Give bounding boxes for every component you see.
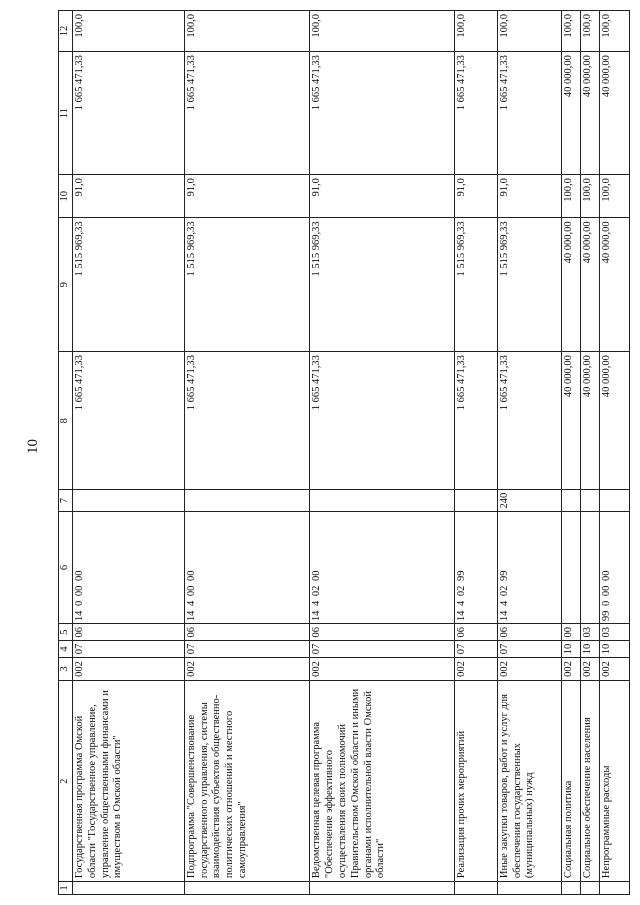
cell-amount-plan: 40 000,00 [561, 352, 580, 490]
col-header: 7 [59, 490, 73, 512]
cell-name: Непрограммные расходы [600, 681, 630, 882]
cell-target-article: 14 4 00 00 [184, 511, 310, 623]
cell-amount-actual: 1 515 969,33 [497, 218, 561, 352]
cell-amount-total: 40 000,00 [600, 52, 630, 175]
cell-subsection: 06 [73, 624, 185, 641]
table-row [310, 11, 455, 895]
cell-target-article: 14 4 02 00 [310, 511, 455, 623]
cell-amount-plan: 1 665 471,33 [455, 352, 498, 490]
cell-amount-total: 1 665 471,33 [73, 52, 185, 175]
cell-percent-total: 100,0 [455, 11, 498, 52]
cell-percent-actual: 91,0 [184, 175, 310, 218]
cell-section: 10 [580, 641, 599, 657]
cell-expense-type [455, 490, 498, 512]
cell-expense-type [580, 490, 599, 512]
cell-amount-total: 1 665 471,33 [497, 52, 561, 175]
cell-index [497, 882, 561, 895]
cell-ministry: 002 [497, 657, 561, 681]
col-header: 4 [59, 641, 73, 657]
table-row [497, 11, 561, 895]
cell-section: 10 [561, 641, 580, 657]
cell-expense-type [561, 490, 580, 512]
cell-amount-actual: 1 515 969,33 [310, 218, 455, 352]
cell-target-article: 14 4 02 99 [497, 511, 561, 623]
cell-subsection: 06 [455, 624, 498, 641]
page-number: 10 [25, 439, 41, 454]
cell-subsection: 06 [497, 624, 561, 641]
cell-amount-plan: 1 665 471,33 [310, 352, 455, 490]
col-header: 5 [59, 624, 73, 641]
cell-index [580, 882, 599, 895]
cell-index [455, 882, 498, 895]
cell-expense-type [184, 490, 310, 512]
cell-amount-plan: 40 000,00 [580, 352, 599, 490]
cell-name: Социальное обеспечение населения [580, 681, 599, 882]
cell-name: Ведомственная целевая программа "Обеспечение эффективного осуществления своих полномочий Правительством Омской области и иными органами исполнительной власти Омской области" [310, 681, 455, 882]
cell-subsection: 03 [580, 624, 599, 641]
cell-ministry: 002 [184, 657, 310, 681]
cell-name: Реализация прочих мероприятий [455, 681, 498, 882]
table-row [455, 11, 498, 895]
cell-percent-total: 100,0 [497, 11, 561, 52]
col-header: 10 [59, 175, 73, 218]
cell-amount-actual: 40 000,00 [580, 218, 599, 352]
cell-amount-actual: 1 515 969,33 [184, 218, 310, 352]
cell-target-article: 99 0 00 00 [600, 511, 630, 623]
cell-index [310, 882, 455, 895]
cell-target-article [561, 511, 580, 623]
cell-name: Подпрограмма "Совершенствование государственного управления, системы взаимодействия субъектов общественно-политических отношений и местного самоуправления" [184, 681, 310, 882]
col-header: 2 [59, 681, 73, 882]
cell-percent-actual: 91,0 [455, 175, 498, 218]
cell-amount-actual: 40 000,00 [600, 218, 630, 352]
cell-percent-actual: 100,0 [561, 175, 580, 218]
cell-percent-total: 100,0 [561, 11, 580, 52]
col-header: 1 [59, 882, 73, 895]
cell-index [600, 882, 630, 895]
cell-percent-actual: 100,0 [580, 175, 599, 218]
cell-subsection: 06 [184, 624, 310, 641]
col-header: 8 [59, 352, 73, 490]
cell-name: Государственная программа Омской области "Государственное управление, управление общественными финансами и имуществом в Омской области" [73, 681, 185, 882]
col-header: 3 [59, 657, 73, 681]
cell-amount-total: 40 000,00 [561, 52, 580, 175]
cell-percent-actual: 91,0 [310, 175, 455, 218]
cell-subsection: 06 [310, 624, 455, 641]
cell-ministry: 002 [73, 657, 185, 681]
cell-amount-total: 40 000,00 [580, 52, 599, 175]
cell-target-article [580, 511, 599, 623]
cell-amount-total: 1 665 471,33 [310, 52, 455, 175]
cell-section: 07 [184, 641, 310, 657]
cell-percent-actual: 100,0 [600, 175, 630, 218]
col-header: 12 [59, 11, 73, 52]
cell-expense-type [600, 490, 630, 512]
cell-section: 07 [310, 641, 455, 657]
header-row [59, 11, 73, 895]
cell-amount-plan: 1 665 471,33 [497, 352, 561, 490]
cell-index [561, 882, 580, 895]
cell-amount-actual: 1 515 969,33 [73, 218, 185, 352]
cell-index [184, 882, 310, 895]
cell-target-article: 14 4 02 99 [455, 511, 498, 623]
budget-table-sheet [58, 10, 630, 895]
cell-percent-total: 100,0 [73, 11, 185, 52]
cell-percent-total: 100,0 [600, 11, 630, 52]
cell-name: Иные закупки товаров, работ и услуг для обеспечения государственных (муниципальных) нужд [497, 681, 561, 882]
col-header: 6 [59, 511, 73, 623]
cell-section: 07 [497, 641, 561, 657]
cell-ministry: 002 [455, 657, 498, 681]
budget-table [58, 10, 630, 895]
cell-expense-type [73, 490, 185, 512]
cell-percent-total: 100,0 [184, 11, 310, 52]
cell-amount-plan: 1 665 471,33 [73, 352, 185, 490]
cell-ministry: 002 [561, 657, 580, 681]
cell-percent-total: 100,0 [580, 11, 599, 52]
col-header: 9 [59, 218, 73, 352]
cell-amount-total: 1 665 471,33 [455, 52, 498, 175]
cell-amount-actual: 40 000,00 [561, 218, 580, 352]
cell-ministry: 002 [580, 657, 599, 681]
cell-subsection: 03 [600, 624, 630, 641]
table-row [184, 11, 310, 895]
cell-expense-type: 240 [497, 490, 561, 512]
cell-name: Социальная политика [561, 681, 580, 882]
cell-amount-actual: 1 515 969,33 [455, 218, 498, 352]
cell-percent-actual: 91,0 [73, 175, 185, 218]
cell-target-article: 14 0 00 00 [73, 511, 185, 623]
cell-percent-actual: 91,0 [497, 175, 561, 218]
cell-amount-plan: 1 665 471,33 [184, 352, 310, 490]
table-row [580, 11, 599, 895]
cell-amount-total: 1 665 471,33 [184, 52, 310, 175]
cell-ministry: 002 [600, 657, 630, 681]
cell-expense-type [310, 490, 455, 512]
cell-amount-plan: 40 000,00 [600, 352, 630, 490]
cell-section: 07 [455, 641, 498, 657]
table-row [73, 11, 185, 895]
col-header: 11 [59, 52, 73, 175]
cell-section: 10 [600, 641, 630, 657]
cell-subsection: 00 [561, 624, 580, 641]
table-row [600, 11, 630, 895]
cell-ministry: 002 [310, 657, 455, 681]
cell-index [73, 882, 185, 895]
cell-percent-total: 100,0 [310, 11, 455, 52]
table-row [561, 11, 580, 895]
cell-section: 07 [73, 641, 185, 657]
